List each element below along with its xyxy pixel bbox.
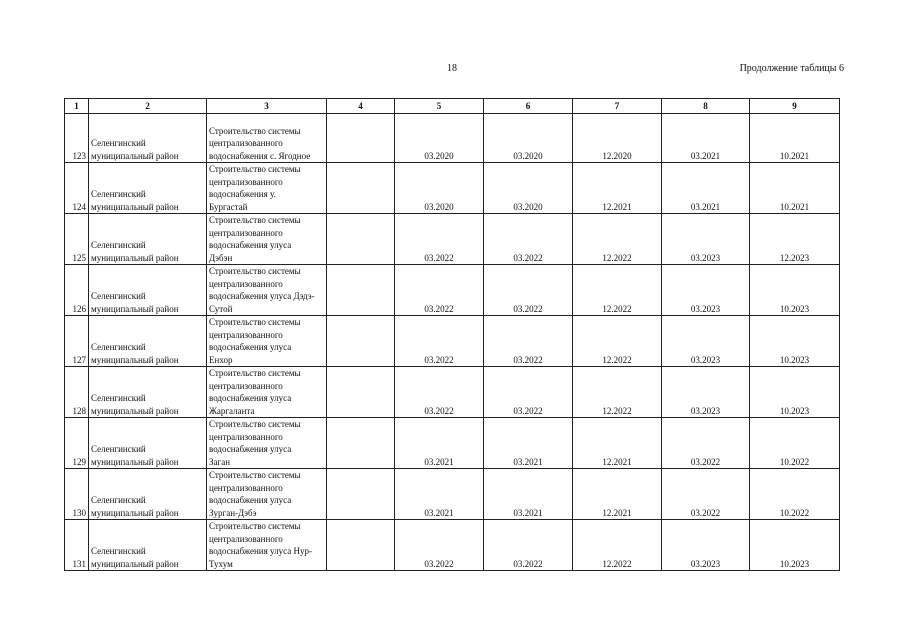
project-cell-line: Строительство системы	[209, 266, 301, 276]
date-cell-col5: 03.2022	[395, 367, 484, 418]
column-header: 1	[65, 99, 89, 114]
project-cell-line: Строительство системы	[209, 317, 301, 327]
column-header: 9	[750, 99, 840, 114]
project-cell-line: Строительство системы	[209, 125, 301, 136]
date-cell-col5: 03.2020	[395, 163, 484, 214]
project-cell-line: централизованного	[209, 329, 283, 340]
project-cell	[207, 418, 327, 469]
date-cell-col7: 12.2022	[573, 367, 662, 418]
date-cell-col5: 03.2022	[395, 265, 484, 316]
column-header: 4	[327, 99, 395, 114]
district-cell-line: муниципальный район	[91, 201, 179, 212]
column-4-cell	[327, 163, 395, 214]
column-4-cell	[327, 316, 395, 367]
date-cell-col7: 12.2021	[573, 418, 662, 469]
project-cell-line: водоснабжения улуса	[209, 495, 292, 505]
date-cell-col9: 10.2021	[750, 163, 840, 214]
project-cell-line: Тухум	[209, 558, 233, 569]
project-cell-line: водоснабжения улуса Нур-	[209, 546, 312, 556]
date-cell-col9: 10.2023	[750, 520, 840, 571]
column-header: 6	[484, 99, 573, 114]
row-number-cell: 127	[65, 316, 89, 367]
column-4-cell	[327, 265, 395, 316]
district-cell-line: Селенгинский	[91, 342, 146, 352]
date-cell-col7: 12.2020	[573, 114, 662, 163]
page-number: 18	[447, 63, 457, 74]
date-cell-col8: 03.2023	[662, 214, 750, 265]
project-cell-line: Сутой	[209, 303, 233, 314]
table-continuation-label: Продолжение таблицы 6	[739, 63, 844, 74]
district-cell	[89, 367, 207, 418]
date-cell-col7: 12.2022	[573, 265, 662, 316]
project-cell-line: Зурган-Дэбэ	[209, 507, 257, 518]
date-cell-col9: 12.2023	[750, 214, 840, 265]
project-cell-line: водоснабжения улуса	[209, 393, 292, 403]
project-cell-line: Жаргаланта	[209, 405, 255, 416]
date-cell-col6: 03.2020	[484, 114, 573, 163]
column-4-cell	[327, 469, 395, 520]
date-cell-col5: 03.2020	[395, 114, 484, 163]
row-number-cell: 126	[65, 265, 89, 316]
project-cell-line: централизованного	[209, 138, 283, 148]
project-cell-line: Строительство системы	[209, 419, 301, 429]
district-cell	[89, 316, 207, 367]
project-cell-line: централизованного	[209, 227, 283, 238]
date-cell-col6: 03.2022	[484, 520, 573, 571]
district-cell	[89, 418, 207, 469]
project-cell	[207, 316, 327, 367]
date-cell-col5: 03.2022	[395, 214, 484, 265]
project-cell	[207, 520, 327, 571]
date-cell-col6: 03.2022	[484, 367, 573, 418]
column-4-cell	[327, 367, 395, 418]
row-number-cell: 128	[65, 367, 89, 418]
project-cell	[207, 214, 327, 265]
table-row	[65, 114, 840, 163]
date-cell-col5: 03.2022	[395, 316, 484, 367]
date-cell-col9: 10.2023	[750, 316, 840, 367]
district-cell-line: Селенгинский	[91, 189, 146, 199]
table-row	[65, 469, 840, 520]
district-cell-line: муниципальный район	[91, 405, 179, 416]
date-cell-col8: 03.2021	[662, 114, 750, 163]
district-cell-line: муниципальный район	[91, 558, 179, 569]
date-cell-col9: 10.2021	[750, 114, 840, 163]
table-row	[65, 265, 840, 316]
project-cell-line: Строительство системы	[209, 470, 301, 480]
date-cell-col6: 03.2021	[484, 418, 573, 469]
date-cell-col8: 03.2022	[662, 469, 750, 520]
project-cell-line: Дэбэн	[209, 252, 233, 263]
row-number-cell: 125	[65, 214, 89, 265]
project-cell-line: централизованного	[209, 380, 283, 391]
district-cell-line: муниципальный район	[91, 303, 179, 314]
date-cell-col5: 03.2021	[395, 418, 484, 469]
date-cell-col9: 10.2022	[750, 469, 840, 520]
project-cell	[207, 114, 327, 163]
date-cell-col9: 10.2023	[750, 367, 840, 418]
date-cell-col8: 03.2023	[662, 316, 750, 367]
date-cell-col8: 03.2022	[662, 418, 750, 469]
date-cell-col9: 10.2022	[750, 418, 840, 469]
date-cell-col8: 03.2021	[662, 163, 750, 214]
table-row	[65, 214, 840, 265]
project-cell-line: централизованного	[209, 176, 283, 187]
project-cell-line: Енхор	[209, 354, 233, 365]
date-cell-col7: 12.2022	[573, 316, 662, 367]
date-cell-col5: 03.2021	[395, 469, 484, 520]
district-cell-line: Селенгинский	[91, 138, 146, 148]
project-cell-line: водоснабжения улуса	[209, 342, 292, 352]
project-cell-line: Строительство системы	[209, 164, 301, 174]
project-cell-line: Заган	[209, 456, 231, 467]
project-cell-line: централизованного	[209, 482, 283, 493]
district-cell-line: Селенгинский	[91, 393, 146, 403]
district-cell	[89, 265, 207, 316]
district-cell	[89, 214, 207, 265]
project-cell	[207, 367, 327, 418]
project-cell-line: водоснабжения с. Ягодное	[209, 150, 311, 161]
district-cell	[89, 114, 207, 163]
row-number-cell: 131	[65, 520, 89, 571]
project-cell-line: водоснабжения у.	[209, 189, 276, 199]
project-cell-line: водоснабжения улуса Дэдэ-	[209, 291, 315, 301]
district-cell-line: муниципальный район	[91, 252, 179, 263]
date-cell-col7: 12.2021	[573, 163, 662, 214]
column-header: 8	[662, 99, 750, 114]
table-row	[65, 163, 840, 214]
row-number-cell: 124	[65, 163, 89, 214]
column-4-cell	[327, 114, 395, 163]
project-cell-line: централизованного	[209, 431, 283, 442]
project-cell-line: Строительство системы	[209, 368, 301, 378]
date-cell-col9: 10.2023	[750, 265, 840, 316]
column-header: 5	[395, 99, 484, 114]
project-cell	[207, 469, 327, 520]
date-cell-col7: 12.2022	[573, 214, 662, 265]
column-4-cell	[327, 214, 395, 265]
date-cell-col6: 03.2022	[484, 214, 573, 265]
row-number-cell: 130	[65, 469, 89, 520]
header-row	[65, 99, 840, 114]
table-row	[65, 367, 840, 418]
district-cell-line: Селенгинский	[91, 291, 146, 301]
project-cell-line: Строительство системы	[209, 215, 301, 225]
date-cell-col5: 03.2022	[395, 520, 484, 571]
row-number-cell: 123	[65, 114, 89, 163]
table-row	[65, 520, 840, 571]
column-header: 3	[207, 99, 327, 114]
district-cell-line: Селенгинский	[91, 546, 146, 556]
district-cell	[89, 520, 207, 571]
date-cell-col8: 03.2023	[662, 265, 750, 316]
project-cell-line: водоснабжения улуса	[209, 444, 292, 454]
date-cell-col6: 03.2022	[484, 316, 573, 367]
schedule-table	[64, 98, 840, 571]
date-cell-col8: 03.2023	[662, 367, 750, 418]
project-cell-line: централизованного	[209, 533, 283, 544]
table-row	[65, 418, 840, 469]
column-header: 2	[89, 99, 207, 114]
district-cell	[89, 469, 207, 520]
table-row	[65, 316, 840, 367]
district-cell-line: муниципальный район	[91, 507, 179, 518]
district-cell-line: муниципальный район	[91, 150, 179, 161]
date-cell-col6: 03.2022	[484, 265, 573, 316]
district-cell	[89, 163, 207, 214]
date-cell-col8: 03.2023	[662, 520, 750, 571]
date-cell-col7: 12.2022	[573, 520, 662, 571]
date-cell-col6: 03.2021	[484, 469, 573, 520]
district-cell-line: Селенгинский	[91, 240, 146, 250]
project-cell-line: Строительство системы	[209, 521, 301, 531]
project-cell-line: водоснабжения улуса	[209, 240, 292, 250]
district-cell-line: муниципальный район	[91, 354, 179, 365]
project-cell	[207, 265, 327, 316]
district-cell-line: Селенгинский	[91, 495, 146, 505]
date-cell-col7: 12.2021	[573, 469, 662, 520]
column-4-cell	[327, 520, 395, 571]
project-cell-line: централизованного	[209, 278, 283, 289]
column-header: 7	[573, 99, 662, 114]
project-cell	[207, 163, 327, 214]
project-cell-line: Бургастай	[209, 201, 248, 212]
date-cell-col6: 03.2020	[484, 163, 573, 214]
column-4-cell	[327, 418, 395, 469]
district-cell-line: муниципальный район	[91, 456, 179, 467]
row-number-cell: 129	[65, 418, 89, 469]
district-cell-line: Селенгинский	[91, 444, 146, 454]
